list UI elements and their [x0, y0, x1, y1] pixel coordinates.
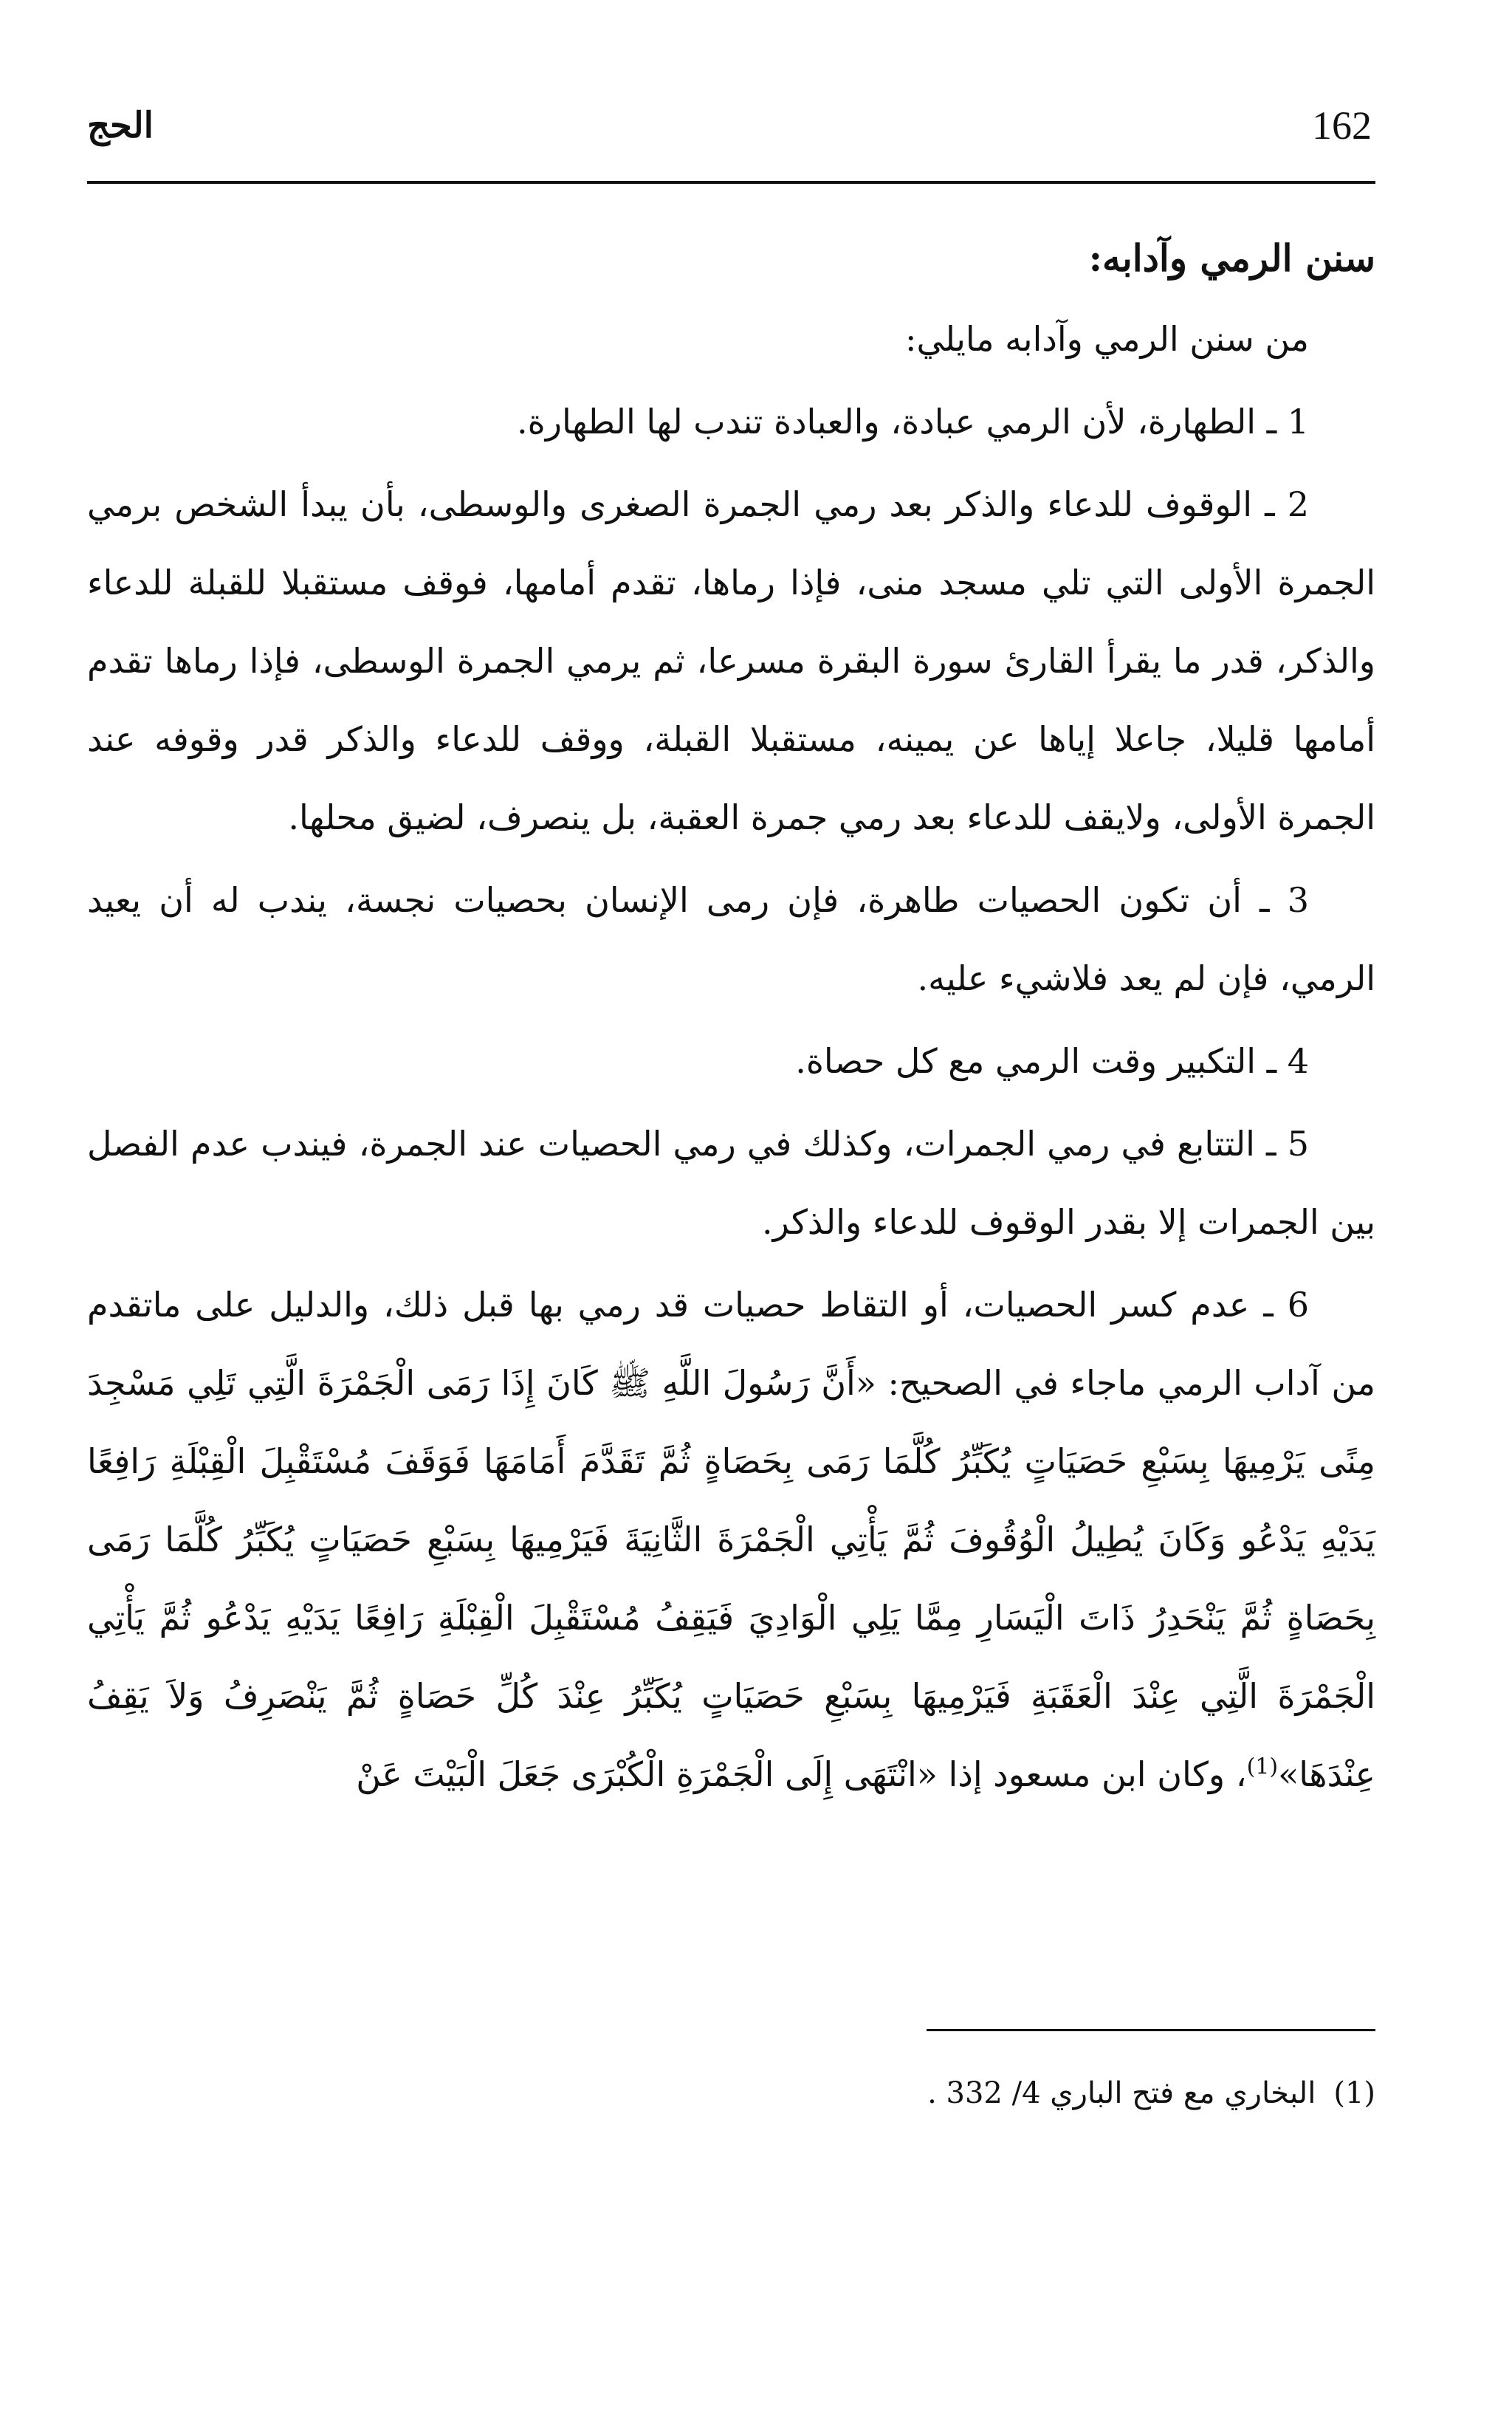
- paragraph-3: 3 ـ أن تكون الحصيات طاهرة، فإن رمى الإنسان بحصيات نجسة، يندب له أن يعيد الرمي، فإن لم يعد فلاشيء عليه.: [87, 880, 1375, 998]
- page-header: [87, 96, 1372, 155]
- paragraph-2: 2 ـ الوقوف للدعاء والذكر بعد رمي الجمرة الصغرى والوسطى، بأن يبدأ الشخص برمي الجمرة الأولى التي تلي مسجد منى، فإذا رماها، تقدم أمامها، فوقف مستقبلا للقبلة للدعاء والذكر، قدر ما يقرأ القارئ سورة البقرة مسرعا، ثم يرمي الجمرة الوسطى، فإذا رماها تقدم أمامها قليلا، جاعلا إياها عن يمينه، مستقبلا القبلة، ووقف للدعاء والذكر قدر وقوفه عند الجمرة الأولى، ولايقف للدعاء بعد رمي جمرة العقبة، بل ينصرف، لضيق محلها.: [87, 484, 1375, 837]
- paragraph-6-continuation: ، وكان ابن مسعود إذا «انْتَهَى إِلَى الْجَمْرَةِ الْكُبْرَى جَعَلَ الْبَيْتَ عَنْ: [356, 1754, 1247, 1794]
- body-text: [87, 222, 1375, 1818]
- paragraph-6: [87, 1266, 1375, 1813]
- paragraph-4: 4 ـ التكبير وقت الرمي مع كل حصاة.: [795, 1041, 1309, 1081]
- footnote-number: (1): [1333, 2076, 1375, 2110]
- footnote-separator: [927, 2029, 1375, 2031]
- footnote-text: البخاري مع فتح الباري 4/ 332 .: [927, 2076, 1316, 2110]
- paragraph-intro: من سنن الرمي وآدابه مايلي:: [905, 319, 1309, 359]
- paragraph-1: 1 ـ الطهارة، لأن الرمي عبادة، والعبادة تندب لها الطهارة.: [517, 402, 1309, 442]
- footnote-reference[interactable]: (1): [1246, 1754, 1279, 1780]
- paragraph-6-hadith: 6 ـ عدم كسر الحصيات، أو التقاط حصيات قد رمي بها قبل ذلك، والدليل على ماتقدم من آداب الرمي ماجاء في الصحيح: «أَنَّ رَسُولَ اللَّهِ ﷺ كَانَ إِذَا رَمَى الْجَمْرَةَ الَّتِي تَلِي مَسْجِدَ مِنًى يَرْمِيهَا بِسَبْعِ حَصَيَاتٍ يُكَبِّرُ كُلَّمَا رَمَى بِحَصَاةٍ ثُمَّ تَقَدَّمَ أَمَامَهَا فَوَقَفَ مُسْتَقْبِلَ الْقِبْلَةِ رَافِعًا يَدَيْهِ يَدْعُو وَكَانَ يُطِيلُ الْوُقُوفَ ثُمَّ يَأْتِي الْجَمْرَةَ الثَّانِيَةَ فَيَرْمِيهَا بِسَبْعِ حَصَيَاتٍ يُكَبِّرُ كُلَّمَا رَمَى بِحَصَاةٍ ثُمَّ يَنْحَدِرُ ذَاتَ الْيَسَارِ مِمَّا يَلِي الْوَادِيَ فَيَقِفُ مُسْتَقْبِلَ الْقِبْلَةِ رَافِعًا يَدَيْهِ يَدْعُو ثُمَّ يَأْتِي الْجَمْرَةَ الَّتِي عِنْدَ الْعَقَبَةِ فَيَرْمِيهَا بِسَبْعِ حَصَيَاتٍ يُكَبِّرُ عِنْدَ كُلِّ حَصَاةٍ ثُمَّ يَنْصَرِفُ وَلاَ يَقِفُ عِنْدَهَا»: [87, 1285, 1375, 1794]
- page-number: 162: [1312, 103, 1372, 148]
- header-rule: [87, 181, 1375, 184]
- running-head: الحج: [87, 105, 154, 146]
- footnote: [87, 2067, 1375, 2119]
- paragraph-5: 5 ـ التتابع في رمي الجمرات، وكذلك في رمي الحصيات عند الجمرة، فيندب عدم الفصل بين الجمرات إلا بقدر الوقوف للدعاء والذكر.: [87, 1124, 1375, 1242]
- section-title: سنن الرمي وآدابه:: [1088, 236, 1375, 280]
